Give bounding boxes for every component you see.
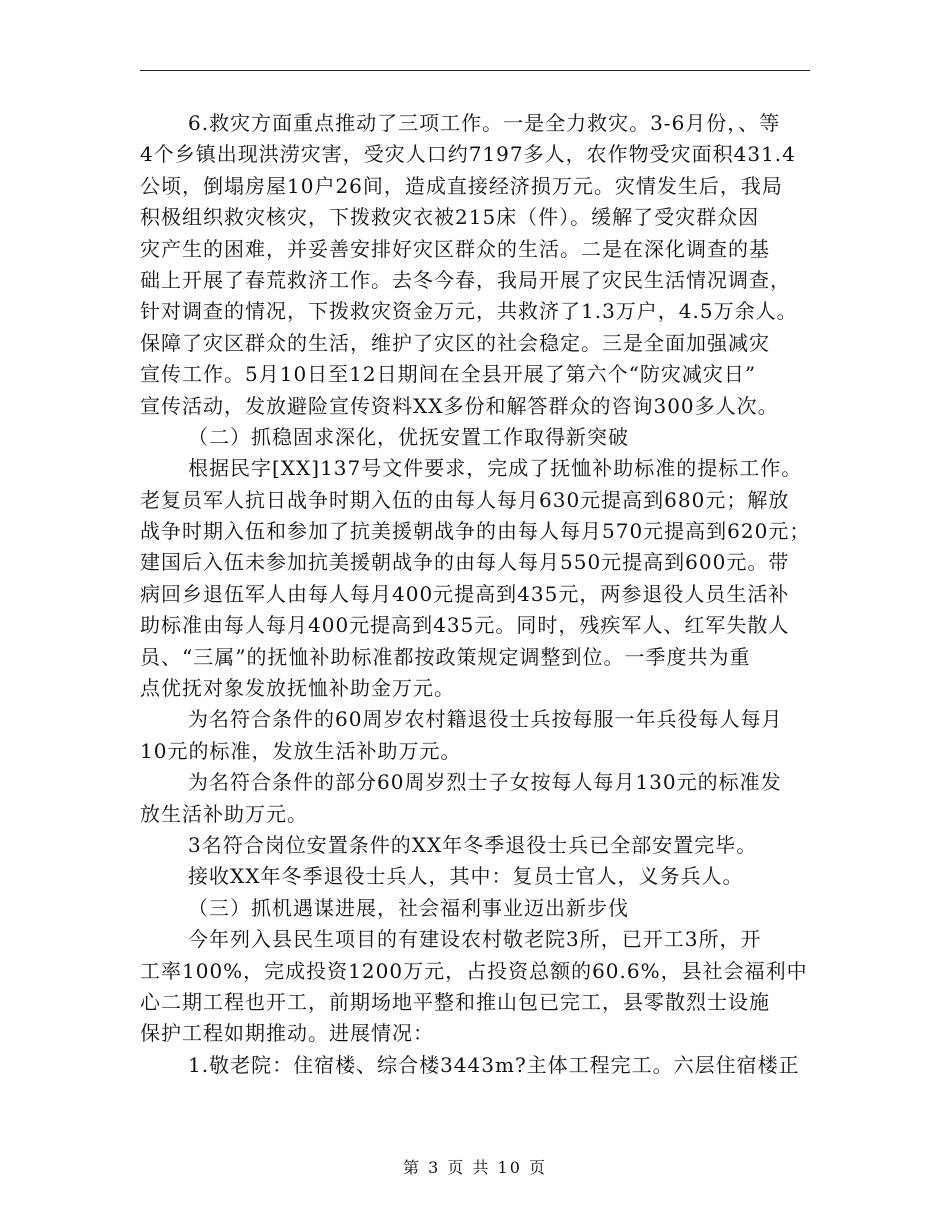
- text-line: 3名符合岗位安置条件的XX年冬季退役士兵已全部安置完毕。: [188, 832, 758, 857]
- text-line: 10元的标准，发放生活补助万元。: [140, 738, 462, 763]
- text-line: 员、“三属”的抚恤补助标准都按政策规定调整到位。一季度共为重: [140, 644, 751, 669]
- header-rule: [140, 70, 810, 71]
- text-line: 点优抚对象发放抚恤补助金万元。: [140, 676, 455, 701]
- text-line: 保护工程如期推动。进展情况：: [140, 1021, 434, 1046]
- text-line: 接收XX年冬季退役士兵人，其中：复员士官人，义务兵人。: [188, 864, 744, 889]
- text-line: 放生活补助万元。: [140, 801, 308, 826]
- page-footer: 第 3 页 共 10 页: [403, 1158, 547, 1177]
- text-line: 助标准由每人每月400元提高到435元。同时，残疾军人、红军失散人: [140, 613, 790, 638]
- text-line: 灾产生的困难，并妥善安排好灾区群众的生活。二是在深化调查的基: [140, 236, 770, 261]
- text-line: 宣传工作。5月10日至12日期间在全县开展了第六个“防灾减灾日”: [140, 362, 757, 387]
- text-line: 建国后入伍未参加抗美援朝战争的由每人每月550元提高到600元。带: [140, 550, 790, 575]
- text-line: 为名符合条件的60周岁农村籍退役士兵按每服一年兵役每人每月: [188, 707, 783, 732]
- text-line: 为名符合条件的部分60周岁烈士子女按每人每月130元的标准发: [188, 770, 782, 795]
- text-line: 1.敬老院：住宿楼、综合楼3443m?主体工程完工。六层住宿楼正: [188, 1052, 800, 1077]
- text-line: 4个乡镇出现洪涝灾害，受灾人口约7197多人，农作物受灾面积431.4: [140, 142, 796, 167]
- text-line: 战争时期入伍和参加了抗美援朝战争的由每人每月570元提高到620元；: [140, 519, 811, 544]
- text-line: 针对调查的情况，下拨救灾资金万元，共救济了1.3万户，4.5万余人。: [140, 299, 798, 324]
- text-line: 工率100%，完成投资1200万元，占投资总额的60.6%，县社会福利中: [140, 958, 808, 983]
- text-line: 老复员军人抗日战争时期入伍的由每人每月630元提高到680元；解放: [140, 487, 790, 512]
- text-line: 今年列入县民生项目的有建设农村敬老院3所，已开工3所，开: [188, 927, 762, 952]
- text-line: （二）抓稳固求深化，优抚安置工作取得新突破: [188, 424, 629, 449]
- text-line: 积极组织救灾核灾，下拨救灾衣被215床（件）。缓解了受灾群众因: [140, 205, 760, 230]
- text-line: 础上开展了春荒救济工作。去冬今春，我局开展了灾民生活情况调查，: [140, 267, 791, 292]
- text-line: 病回乡退伍军人由每人每月400元提高到435元，两参退役人员生活补: [140, 581, 790, 606]
- text-line: 心二期工程也开工，前期场地平整和推山包已完工，县零散烈士设施: [140, 989, 770, 1014]
- document-body: [140, 108, 820, 1081]
- text-line: 宣传活动，发放避险宣传资料XX多份和解答群众的咨询300多人次。: [140, 393, 779, 418]
- text-line: 公顷，倒塌房屋10户26间，造成直接经济损万元。灾情发生后，我局: [140, 173, 783, 198]
- text-line: 6.救灾方面重点推动了三项工作。一是全力救灾。3-6月份，、等: [188, 111, 781, 135]
- text-line: 保障了灾区群众的生活，维护了灾区的社会稳定。三是全面加强减灾: [140, 330, 770, 355]
- text-line: （三）抓机遇谋进展，社会福利事业迈出新步伐: [188, 895, 629, 920]
- text-line: 根据民字[XX]137号文件要求，完成了抚恤补助标准的提标工作。: [188, 456, 803, 481]
